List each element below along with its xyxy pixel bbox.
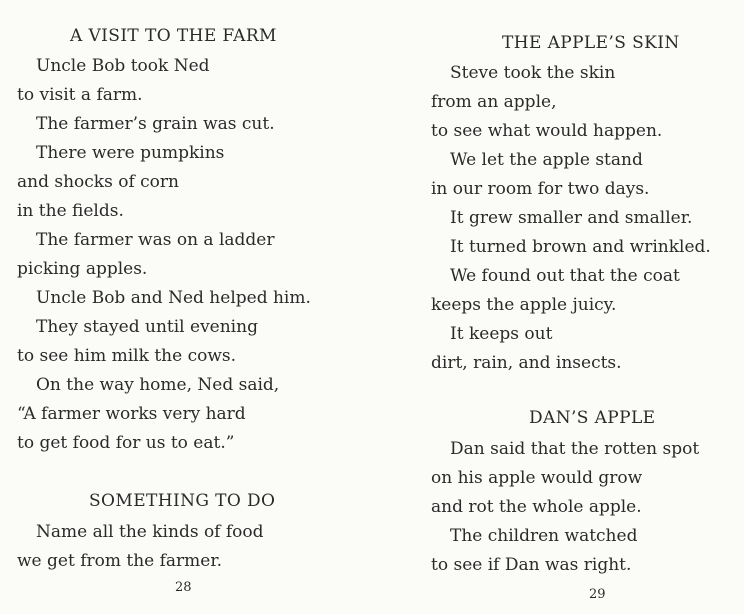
story-title: THE APPLE’S SKIN <box>502 33 680 53</box>
story-line: to see him milk the cows. <box>17 346 237 366</box>
story-line: to see what would happen. <box>431 121 663 141</box>
story-title: A VISIT TO THE FARM <box>70 26 277 46</box>
story-line: The children watched <box>450 526 638 546</box>
story-line: The farmer was on a ladder <box>36 230 275 250</box>
right-page <box>418 0 744 614</box>
story-line: On the way home, Ned said, <box>36 375 280 395</box>
page-number: 29 <box>589 587 606 602</box>
story-line: Steve took the skin <box>450 63 616 83</box>
story-line: and rot the whole apple. <box>431 497 642 517</box>
section-title: SOMETHING TO DO <box>89 491 276 511</box>
story-line: on his apple would grow <box>431 468 643 488</box>
story-line: Dan said that the rotten spot <box>450 439 700 459</box>
story-line: to visit a farm. <box>17 85 143 105</box>
story-line: from an apple, <box>431 92 557 112</box>
story-line: and shocks of corn <box>17 172 179 192</box>
story-line: in the fields. <box>17 201 124 221</box>
story-line: to get food for us to eat.” <box>17 433 235 453</box>
story-line: “A farmer works very hard <box>17 404 246 424</box>
story-line: There were pumpkins <box>36 143 225 163</box>
story-line: keeps the apple juicy. <box>431 295 617 315</box>
story-line: The farmer’s grain was cut. <box>36 114 275 134</box>
story-line: It keeps out <box>450 324 553 344</box>
story-line: dirt, rain, and insects. <box>431 353 622 373</box>
page-number: 28 <box>175 580 192 595</box>
story-title: DAN’S APPLE <box>529 408 656 428</box>
story-line: We let the apple stand <box>450 150 643 170</box>
story-line: we get from the farmer. <box>17 551 223 571</box>
story-line: They stayed until evening <box>36 317 258 337</box>
story-line: Uncle Bob and Ned helped him. <box>36 288 311 308</box>
story-line: It grew smaller and smaller. <box>450 208 693 228</box>
story-line: It turned brown and wrinkled. <box>450 237 711 257</box>
story-line: to see if Dan was right. <box>431 555 632 575</box>
story-line: Uncle Bob took Ned <box>36 56 210 76</box>
story-line: in our room for two days. <box>431 179 650 199</box>
story-line: picking apples. <box>17 259 148 279</box>
story-line: Name all the kinds of food <box>36 522 264 542</box>
story-line: We found out that the coat <box>450 266 680 286</box>
